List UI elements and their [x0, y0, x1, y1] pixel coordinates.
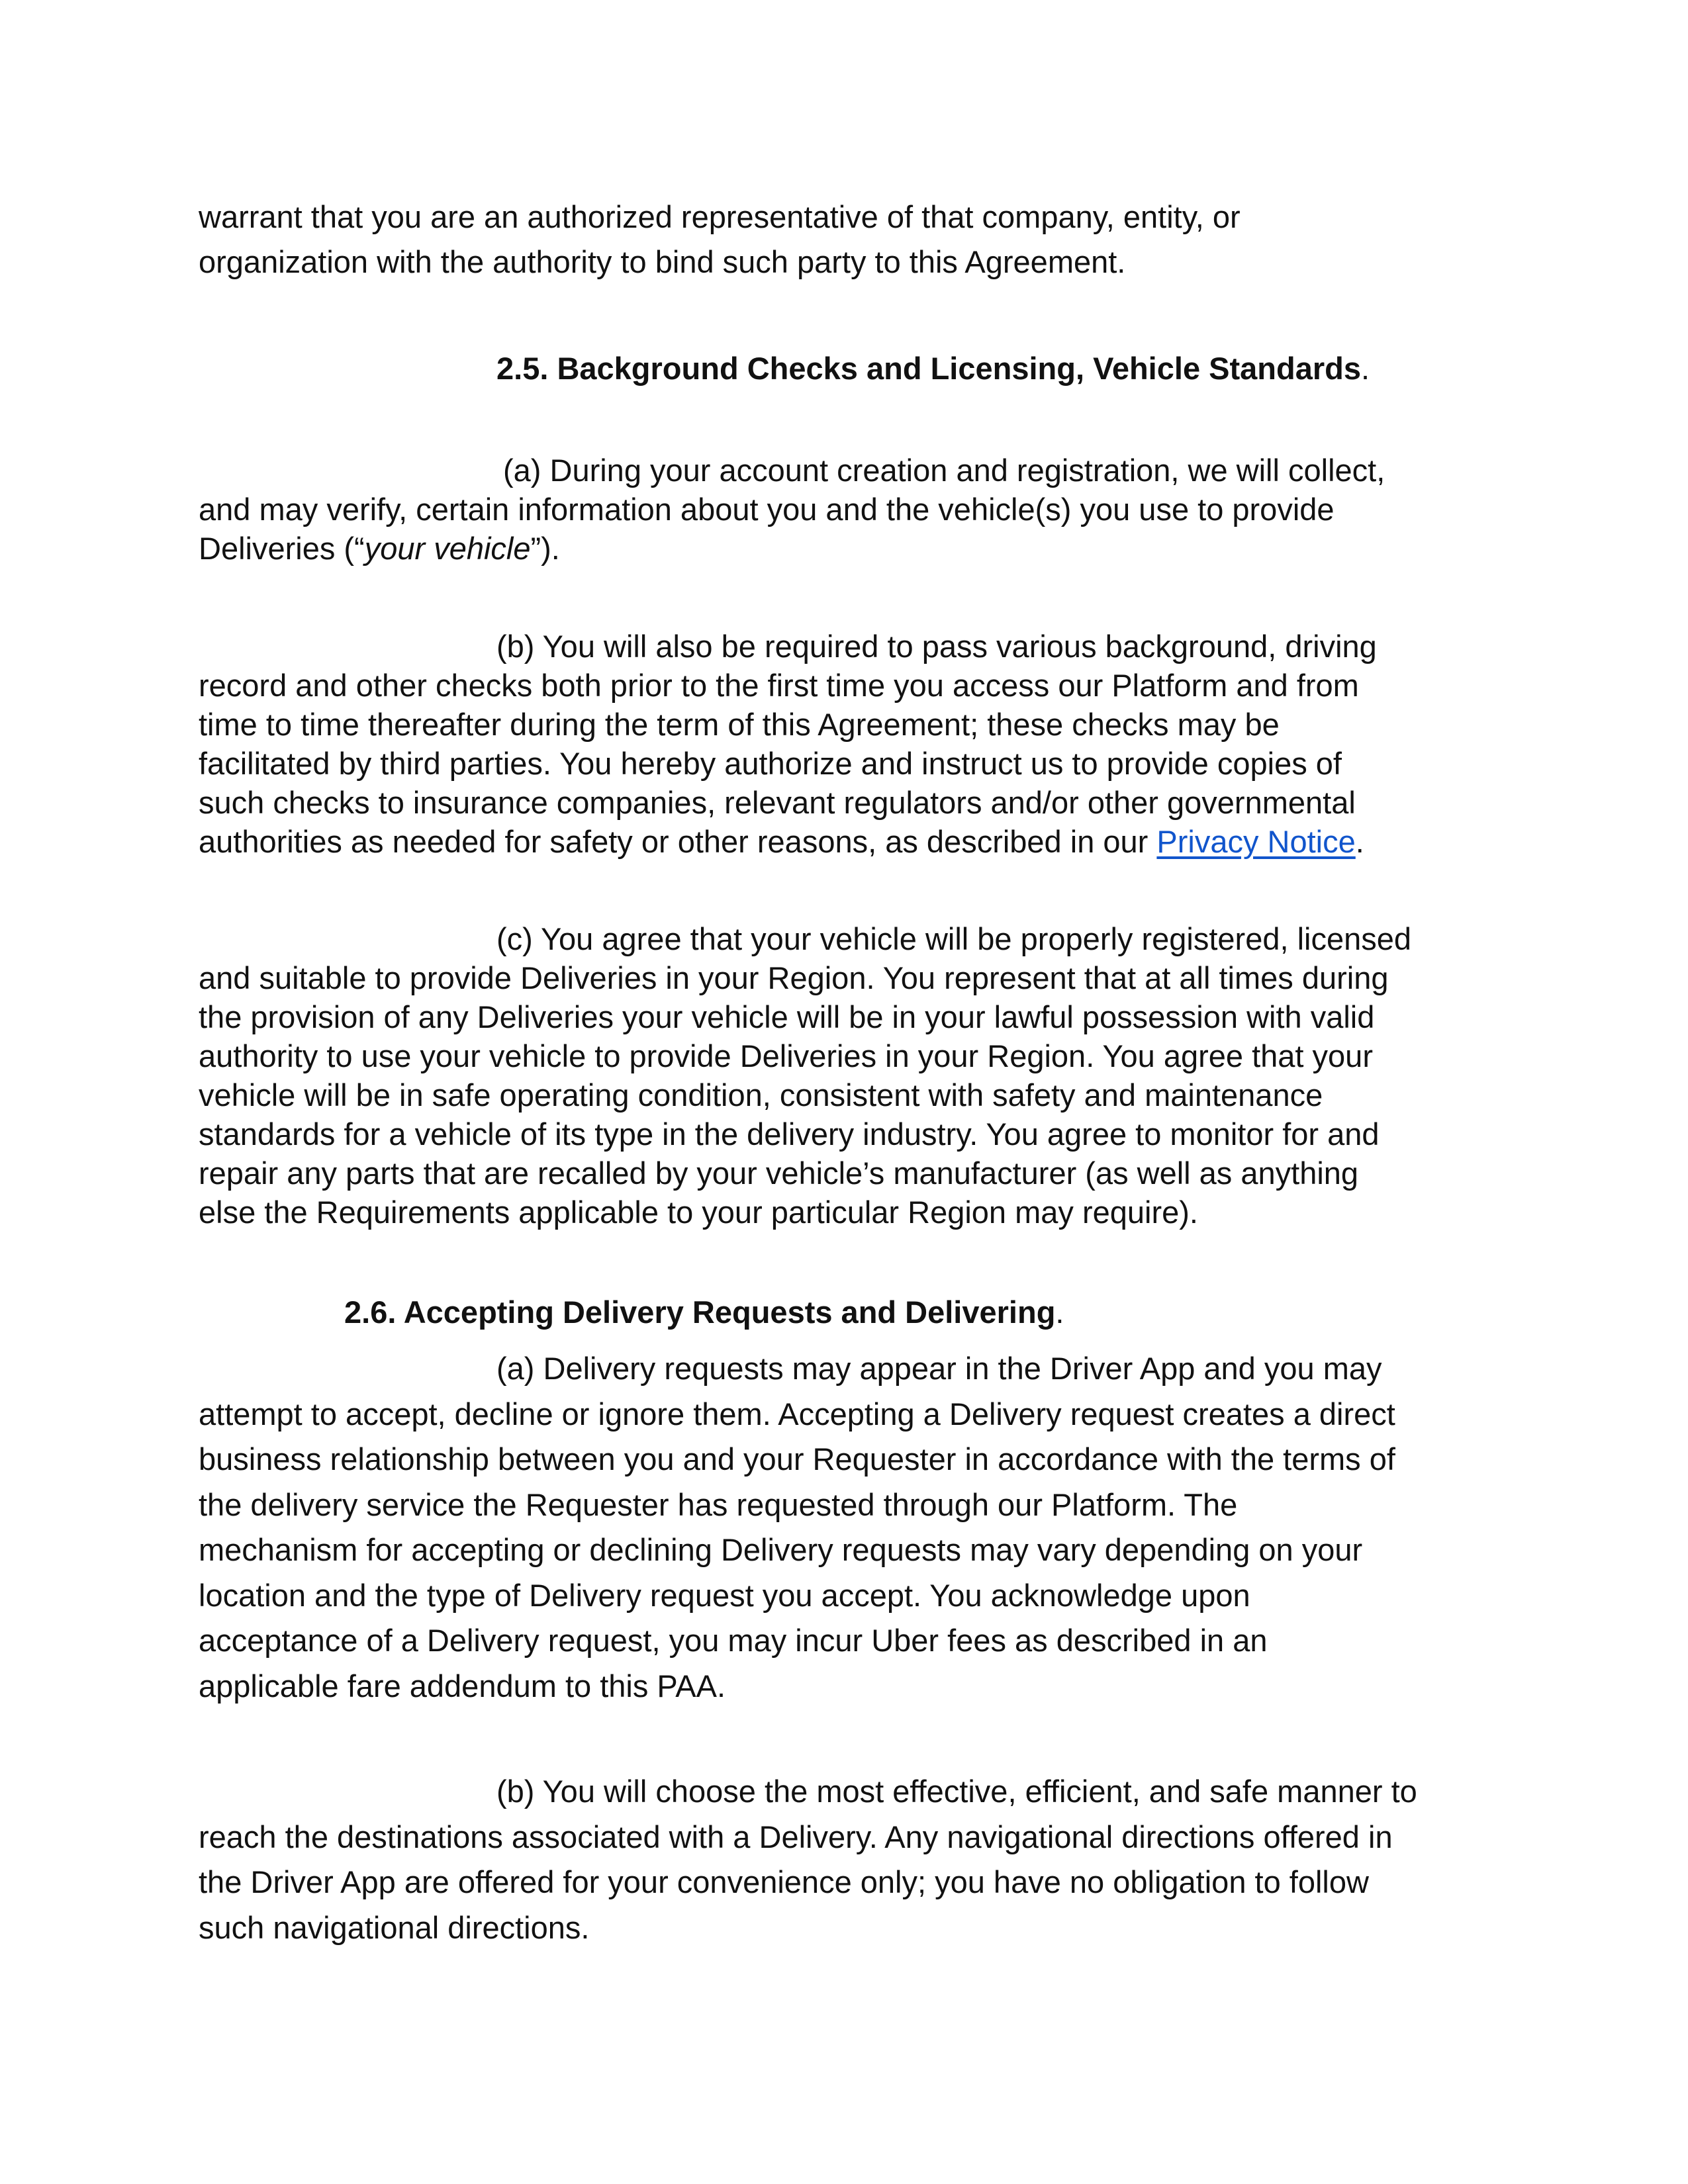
- text-line: (a) Delivery requests may appear in the Driver App and you may: [496, 1351, 1382, 1386]
- text-line: [199, 822, 1496, 861]
- text-line: (b) You will choose the most effective, efficient, and safe manner to: [496, 1774, 1417, 1809]
- text-line: [199, 529, 1496, 568]
- text-line: vehicle will be in safe operating condition, consistent with safety and maintenance: [199, 1077, 1323, 1113]
- text-line: else the Requirements applicable to your particular Region may require).: [199, 1195, 1198, 1230]
- section-heading-2-5: [496, 349, 1370, 388]
- text-line: facilitated by third parties. You hereby authorize and instruct us to provide copies of: [199, 746, 1342, 781]
- section-heading-text: 2.6. Accepting Delivery Requests and Delivering: [344, 1295, 1056, 1330]
- defined-term: your vehicle: [364, 531, 531, 566]
- paragraph-2-5-b: [199, 627, 1496, 861]
- text-line: the delivery service the Requester has requested through our Platform. The: [199, 1486, 1238, 1522]
- text-line: such navigational directions.: [199, 1909, 590, 1945]
- text-line: (a) During your account creation and registration, we will collect,: [503, 453, 1385, 488]
- text-line: warrant that you are an authorized representative of that company, entity, or: [199, 199, 1241, 234]
- text-line: the provision of any Deliveries your vehicle will be in your lawful possession with valid: [199, 999, 1375, 1034]
- paragraph-2-6-b: [199, 1769, 1496, 1950]
- text-line: reach the destinations associated with a Delivery. Any navigational directions offered in: [199, 1819, 1393, 1854]
- paragraph-2-5-a: [199, 451, 1496, 568]
- text-segment: authorities as needed for safety or other reasons, as described in our: [199, 824, 1157, 859]
- text-line: location and the type of Delivery request you accept. You acknowledge upon: [199, 1577, 1250, 1613]
- text-segment: ”).: [530, 531, 560, 566]
- section-heading-text: 2.5. Background Checks and Licensing, Vehicle Standards: [496, 351, 1361, 386]
- intro-paragraph: [199, 197, 1496, 281]
- text-line: (b) You will also be required to pass various background, driving: [496, 629, 1377, 664]
- section-heading-period: .: [1360, 351, 1370, 386]
- text-line: applicable fare addendum to this PAA.: [199, 1668, 726, 1704]
- text-line: such checks to insurance companies, relevant regulators and/or other governmental: [199, 785, 1356, 820]
- text-line: standards for a vehicle of its type in the delivery industry. You agree to monitor for and: [199, 1116, 1380, 1152]
- text-line: acceptance of a Delivery request, you may incur Uber fees as described in an: [199, 1623, 1268, 1658]
- paragraph-2-6-a: [199, 1346, 1496, 1709]
- text-line: and may verify, certain information about you and the vehicle(s) you use to provide: [199, 492, 1335, 527]
- section-heading-2-6: [344, 1293, 1064, 1332]
- text-line: organization with the authority to bind such party to this Agreement.: [199, 244, 1126, 279]
- text-line: and suitable to provide Deliveries in your Region. You represent that at all times during: [199, 960, 1389, 995]
- text-line: authority to use your vehicle to provide Deliveries in your Region. You agree that your: [199, 1038, 1373, 1073]
- text-line: repair any parts that are recalled by your vehicle’s manufacturer (as well as anything: [199, 1156, 1359, 1191]
- text-line: time to time thereafter during the term of this Agreement; these checks may be: [199, 707, 1280, 742]
- text-segment: Deliveries (“: [199, 531, 365, 566]
- paragraph-2-5-c: [199, 919, 1496, 1232]
- section-heading-period: .: [1055, 1295, 1064, 1330]
- text-line: (c) You agree that your vehicle will be properly registered, licensed: [496, 921, 1412, 956]
- text-line: attempt to accept, decline or ignore them. Accepting a Delivery request creates a direct: [199, 1396, 1395, 1432]
- text-line: mechanism for accepting or declining Delivery requests may vary depending on your: [199, 1532, 1363, 1567]
- privacy-notice-link[interactable]: Privacy Notice: [1156, 824, 1356, 859]
- text-line: business relationship between you and your Requester in accordance with the terms of: [199, 1441, 1395, 1477]
- text-segment: .: [1355, 824, 1364, 859]
- text-line: record and other checks both prior to the first time you access our Platform and from: [199, 668, 1359, 703]
- text-line: the Driver App are offered for your convenience only; you have no obligation to follow: [199, 1864, 1369, 1899]
